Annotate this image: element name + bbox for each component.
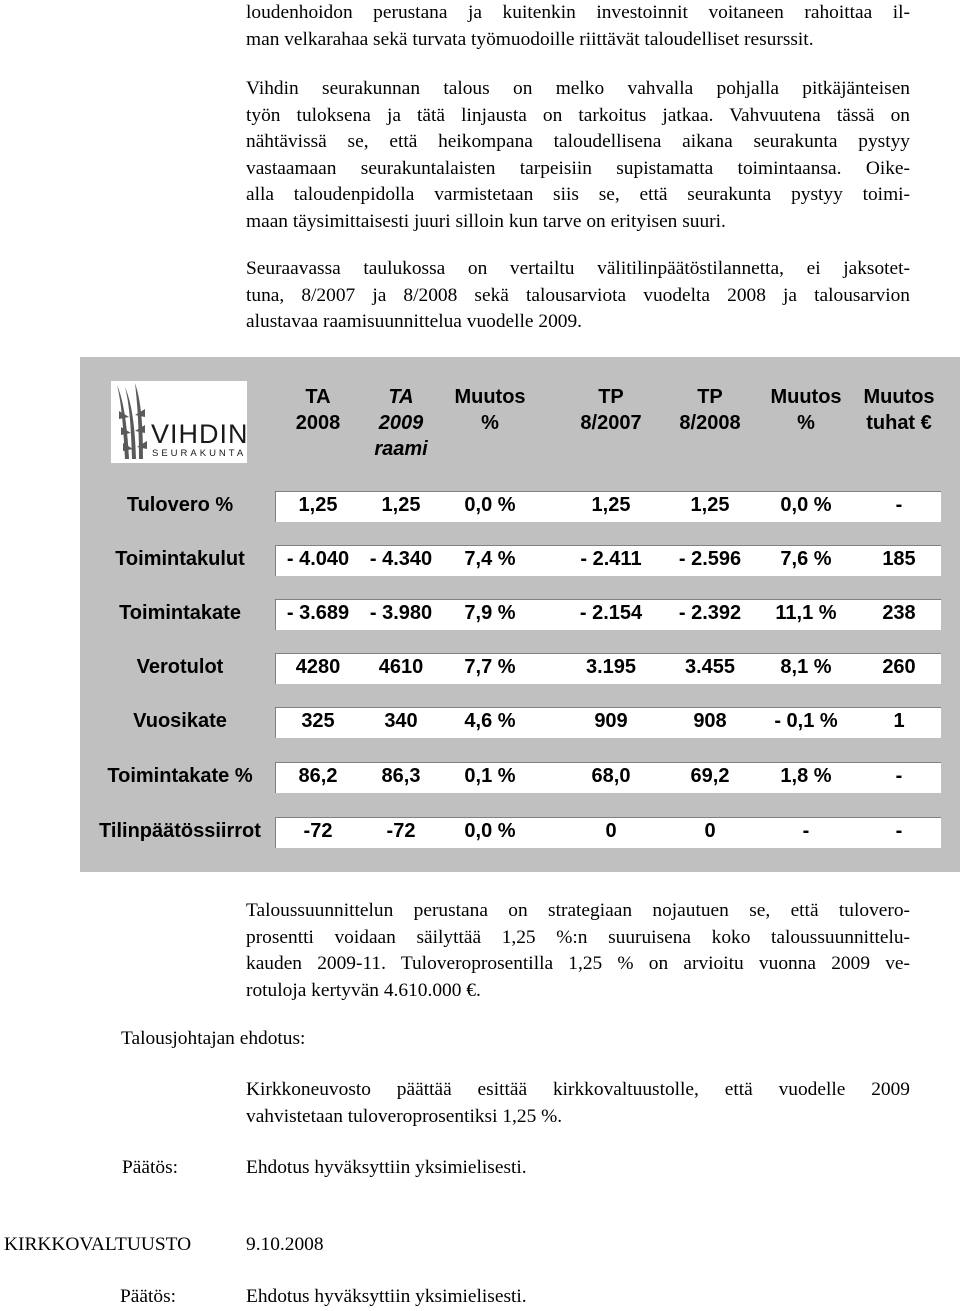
row-label: Vuosikate xyxy=(133,710,227,732)
table-cell: 11,1 % xyxy=(775,602,837,624)
talousjohtajan-ehdotus-label: Talousjohtajan ehdotus: xyxy=(121,1028,306,1049)
table-cell: - xyxy=(895,765,903,787)
table-cell: 0,0 % xyxy=(780,494,832,516)
table-cell: 260 xyxy=(882,656,916,678)
row-label: Tilinpäätössiirrot xyxy=(99,820,261,842)
table-cell: - 4.040 xyxy=(286,548,350,570)
paragraph-line: työn tuloksena ja tätä linjausta on tarkoitus jatkaa. Vahvuutena tässä on xyxy=(246,104,910,126)
table-cell: 340 xyxy=(384,710,418,732)
logo-name: VIHDIN xyxy=(151,419,249,449)
table-cell: 238 xyxy=(882,602,916,624)
table-cell: 3.455 xyxy=(684,656,736,678)
column-header xyxy=(351,384,451,462)
table-cell: 68,0 xyxy=(591,765,631,787)
table-cell: - 4.340 xyxy=(369,548,433,570)
paragraph-line: vastaamaan seurakuntalaisten tarpeisiin supistamatta toimintaansa. Oike- xyxy=(246,157,910,179)
vihdin-seurakunta-logo xyxy=(111,381,247,463)
column-header-line: Muutos xyxy=(770,386,842,408)
column-header-line: % xyxy=(481,412,499,434)
table-cell: 4610 xyxy=(378,656,424,678)
table-cell: 7,9 % xyxy=(464,602,516,624)
column-header-line: % xyxy=(797,412,815,434)
paragraph-line: prosentti voidaan säilyttää 1,25 %:n suuruisena koko taloussuunnittelu- xyxy=(246,926,910,948)
paatos-label-1: Päätös: xyxy=(122,1157,179,1178)
paragraph-table-intro xyxy=(246,256,910,336)
paragraph-line: alustavaa raamisuunnittelua vuodelle 2009. xyxy=(246,311,583,332)
column-header xyxy=(660,384,760,436)
paragraph-line: vahvistetaan tuloveroprosentiksi 1,25 %. xyxy=(246,1105,563,1127)
row-label: Toimintakate % xyxy=(107,765,253,787)
table-cell: 7,4 % xyxy=(464,548,516,570)
table-cell: 86,3 xyxy=(381,765,421,787)
table-cell: - 2.411 xyxy=(580,548,642,570)
table-cell: 325 xyxy=(301,710,335,732)
column-header-line: TP xyxy=(598,386,624,408)
row-label: Verotulot xyxy=(136,656,224,678)
table-cell: - 2.154 xyxy=(579,602,643,624)
paragraph-line: Kirkkoneuvosto päättää esittää kirkkovaltuustolle, että vuodelle 2009 xyxy=(246,1079,910,1100)
paragraph-strategy xyxy=(246,898,910,1004)
table-cell: 8,1 % xyxy=(780,656,832,678)
column-header xyxy=(440,384,540,436)
table-cell: 0,0 % xyxy=(464,494,516,516)
column-header xyxy=(561,384,661,436)
column-header-line: tuhat € xyxy=(866,412,932,434)
column-header-line: 8/2008 xyxy=(679,412,741,434)
column-header xyxy=(849,384,949,436)
table-cell: 1,25 xyxy=(690,494,730,516)
table-cell: - 2.596 xyxy=(678,548,742,570)
paragraph-line: tuna, 8/2007 ja 8/2008 sekä talousarviota vuodelta 2008 ja talousarvion xyxy=(246,284,910,306)
paatos-text-1: Ehdotus hyväksyttiin yksimielisesti. xyxy=(246,1157,527,1178)
table-cell: - 2.392 xyxy=(678,602,742,624)
table-cell: - 3.689 xyxy=(286,602,350,624)
kirkkovaltuusto-label: KIRKKOVALTUUSTO xyxy=(4,1234,192,1255)
paragraph-line: Seuraavassa taulukossa on vertailtu välitilinpäätöstilannetta, ei jaksotet- xyxy=(246,258,910,279)
table-cell: 1,25 xyxy=(381,494,421,516)
column-header-line: Muutos xyxy=(454,386,526,408)
row-label: Toimintakulut xyxy=(115,548,245,570)
paragraph-line: rotuloja kertyvän 4.610.000 €. xyxy=(246,979,481,1001)
table-cell: 1,25 xyxy=(591,494,631,516)
column-header-line: TA xyxy=(305,386,331,408)
table-cell: 0 xyxy=(704,820,716,842)
paragraph-line: loudenhoidon perustana ja kuitenkin investoinnit voitaneen rahoittaa il- xyxy=(246,2,910,23)
table-cell: 1,25 xyxy=(298,494,338,516)
table-cell: 0,1 % xyxy=(464,765,516,787)
paragraph-line: alla taloudenpidolla varmistetaan siis se, että seurakunta pystyy toimi- xyxy=(246,184,910,205)
table-cell: - 3.980 xyxy=(369,602,433,624)
table-cell: - 0,1 % xyxy=(774,710,838,732)
table-cell: 7,7 % xyxy=(464,656,516,678)
paragraph-line: Vihdin seurakunnan talous on melko vahvalla pohjalla pitkäjänteisen xyxy=(246,78,910,99)
table-cell: 4280 xyxy=(295,656,341,678)
table-cell: 909 xyxy=(594,710,628,732)
kirkkovaltuusto-date: 9.10.2008 xyxy=(246,1234,324,1255)
logo-sub: SEURAKUNTA xyxy=(152,448,247,459)
paragraph-line: man velkarahaa sekä turvata työmuodoille riittävät taloudelliset resurssit. xyxy=(246,28,814,50)
row-label: Tulovero % xyxy=(126,494,234,516)
paragraph-line: nähtävissä se, että heikompana taloudellisena aikana seurakunta pystyy xyxy=(246,131,910,152)
table-cell: 7,6 % xyxy=(780,548,832,570)
column-header xyxy=(756,384,856,436)
table-cell: 185 xyxy=(882,548,916,570)
table-cell: 1,8 % xyxy=(780,765,832,787)
column-header-line: 2008 xyxy=(295,412,341,434)
table-cell: 86,2 xyxy=(298,765,338,787)
column-header-line: 2009 xyxy=(378,412,424,434)
table-cell: - xyxy=(895,820,903,842)
paragraph-proposal xyxy=(246,1077,910,1130)
table-cell: 0,0 % xyxy=(464,820,516,842)
paragraph-finances xyxy=(246,76,910,235)
table-cell: -72 xyxy=(303,820,333,842)
row-label: Toimintakate xyxy=(119,602,241,624)
table-cell: 4,6 % xyxy=(464,710,516,732)
paragraph-line: kauden 2009-11. Tuloveroprosentilla 1,25 % on arvioitu vuonna 2009 ve- xyxy=(246,953,910,974)
table-cell: 908 xyxy=(693,710,727,732)
paatos-text-2: Ehdotus hyväksyttiin yksimielisesti. xyxy=(246,1286,527,1307)
paragraph-line: Taloussuunnittelun perustana on strategiaan nojautuen se, että tulovero- xyxy=(246,900,910,921)
column-header-line: TA xyxy=(388,386,414,408)
table-cell: - xyxy=(895,494,903,516)
table-cell: -72 xyxy=(386,820,416,842)
column-header-line: TP xyxy=(697,386,723,408)
table-cell: 69,2 xyxy=(690,765,730,787)
paragraph-intro xyxy=(246,0,910,53)
table-cell: 0 xyxy=(605,820,617,842)
table-cell: 1 xyxy=(893,710,905,732)
column-header-line: 8/2007 xyxy=(580,412,642,434)
table-cell: 3.195 xyxy=(585,656,637,678)
table-cell: - xyxy=(802,820,810,842)
paragraph-line: maan täysimittaisesti juuri silloin kun tarve on erityisen suuri. xyxy=(246,210,726,232)
column-header-line: Muutos xyxy=(863,386,935,408)
paatos-label-2: Päätös: xyxy=(120,1286,177,1307)
column-header-line: raami xyxy=(374,438,428,460)
